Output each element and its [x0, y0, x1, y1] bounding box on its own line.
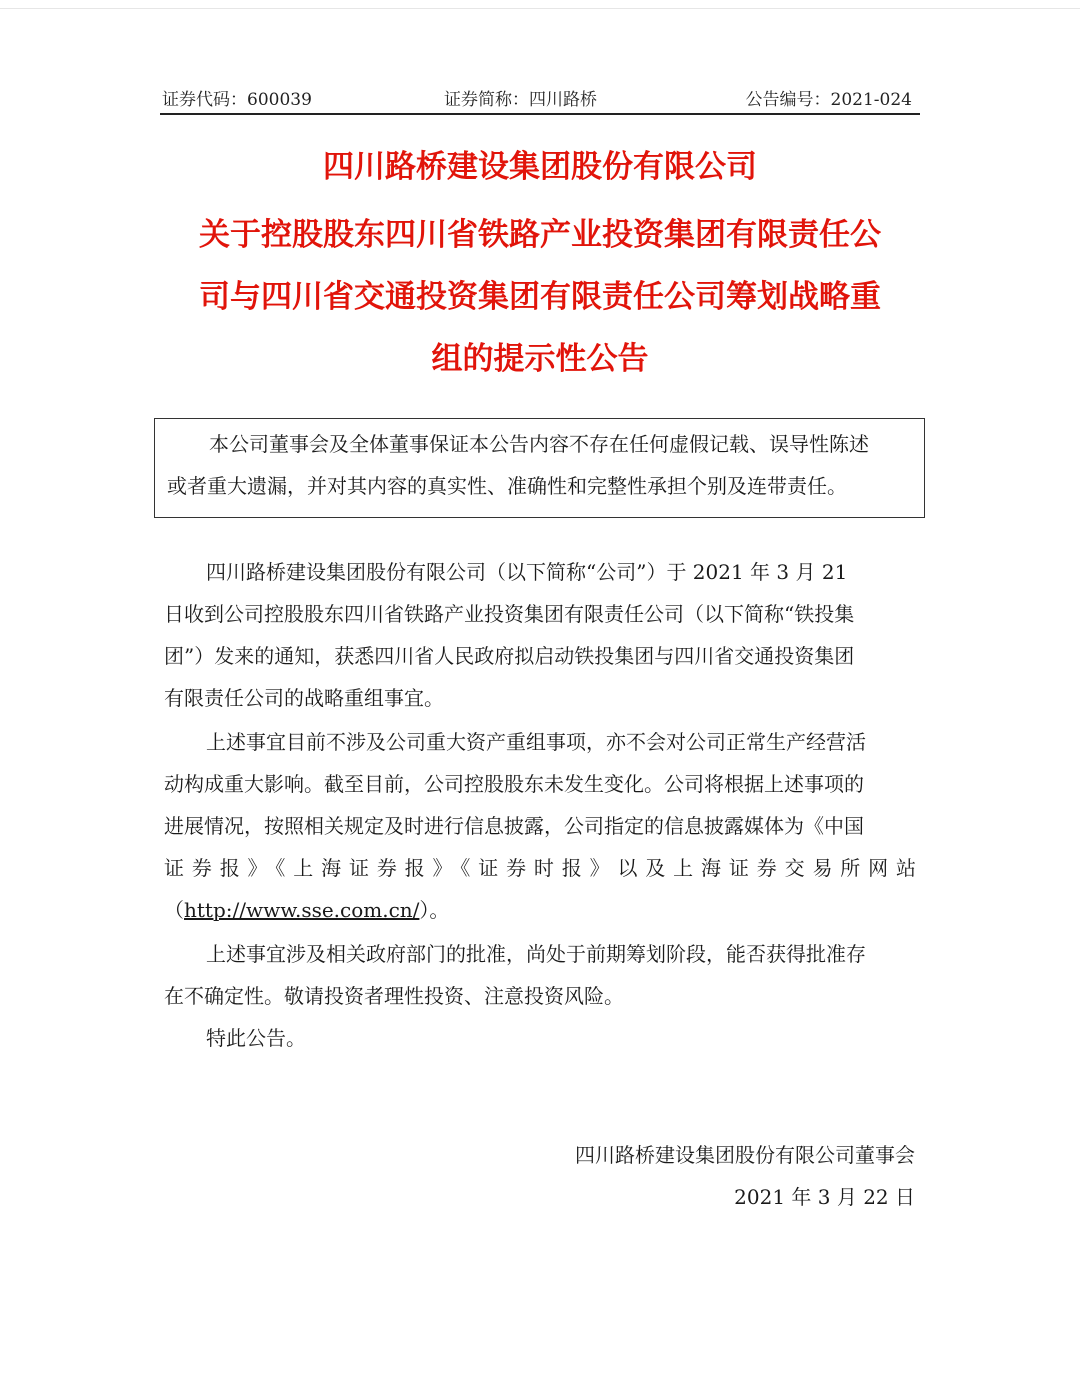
paragraph-2-line-1: 上述事宜目前不涉及公司重大资产重组事项，亦不会对公司正常生产经营活 — [206, 730, 866, 754]
title-line-2: 关于控股股东四川省铁路产业投资集团有限责任公 — [199, 217, 881, 253]
signature-date: 2021 年 3 月 22 日 — [734, 1185, 915, 1209]
paragraph-2-line-4: 证券报》《上海证券报》《证券时报》以及上海证券交易所网站 — [164, 856, 916, 880]
paragraph-3-line-2: 在不确定性。敬请投资者理性投资、注意投资风险。 — [164, 984, 624, 1008]
link-close-paren: ）。 — [419, 898, 450, 922]
document-header — [162, 88, 920, 112]
stock-code: 证券代码：600039 — [162, 90, 312, 110]
announcement-number: 公告编号：2021-024 — [745, 90, 912, 110]
stock-short-name: 证券简称：四川路桥 — [444, 90, 597, 110]
title-company: 四川路桥建设集团股份有限公司 — [323, 149, 757, 185]
board-statement-line-2: 或者重大遗漏，并对其内容的真实性、准确性和完整性承担个别及连带责任。 — [167, 474, 847, 498]
title-line-3: 司与四川省交通投资集团有限责任公司筹划战略重 — [199, 279, 881, 315]
page-top-rule — [0, 8, 1080, 9]
paragraph-3-line-1: 上述事宜涉及相关政府部门的批准，尚处于前期筹划阶段，能否获得批准存 — [206, 942, 866, 966]
paragraph-2-line-3: 进展情况，按照相关规定及时进行信息披露，公司指定的信息披露媒体为《中国 — [164, 814, 864, 838]
paragraph-1-line-1: 四川路桥建设集团股份有限公司（以下简称“公司”）于 2021 年 3 月 21 — [206, 560, 848, 584]
signature-company: 四川路桥建设集团股份有限公司董事会 — [575, 1143, 915, 1167]
paragraph-2-line-2: 动构成重大影响。截至目前，公司控股股东未发生变化。公司将根据上述事项的 — [164, 772, 864, 796]
board-statement-box — [154, 418, 925, 518]
paragraph-1-line-3: 团”）发来的通知，获悉四川省人民政府拟启动铁投集团与四川省交通投资集团 — [164, 644, 855, 668]
paragraph-1-line-2: 日收到公司控股股东四川省铁路产业投资集团有限责任公司（以下简称“铁投集 — [164, 602, 855, 626]
title-line-4: 组的提示性公告 — [431, 341, 649, 377]
link-open-paren: （ — [164, 898, 184, 922]
closing-statement: 特此公告。 — [206, 1026, 306, 1050]
header-divider — [160, 113, 920, 115]
paragraph-1-line-4: 有限责任公司的战略重组事宜。 — [164, 686, 444, 710]
paragraph-2-line-5 — [164, 898, 449, 922]
sse-website-link[interactable]: http://www.sse.com.cn/ — [184, 898, 420, 922]
board-statement-line-1: 本公司董事会及全体董事保证本公告内容不存在任何虚假记载、误导性陈述 — [209, 432, 869, 456]
